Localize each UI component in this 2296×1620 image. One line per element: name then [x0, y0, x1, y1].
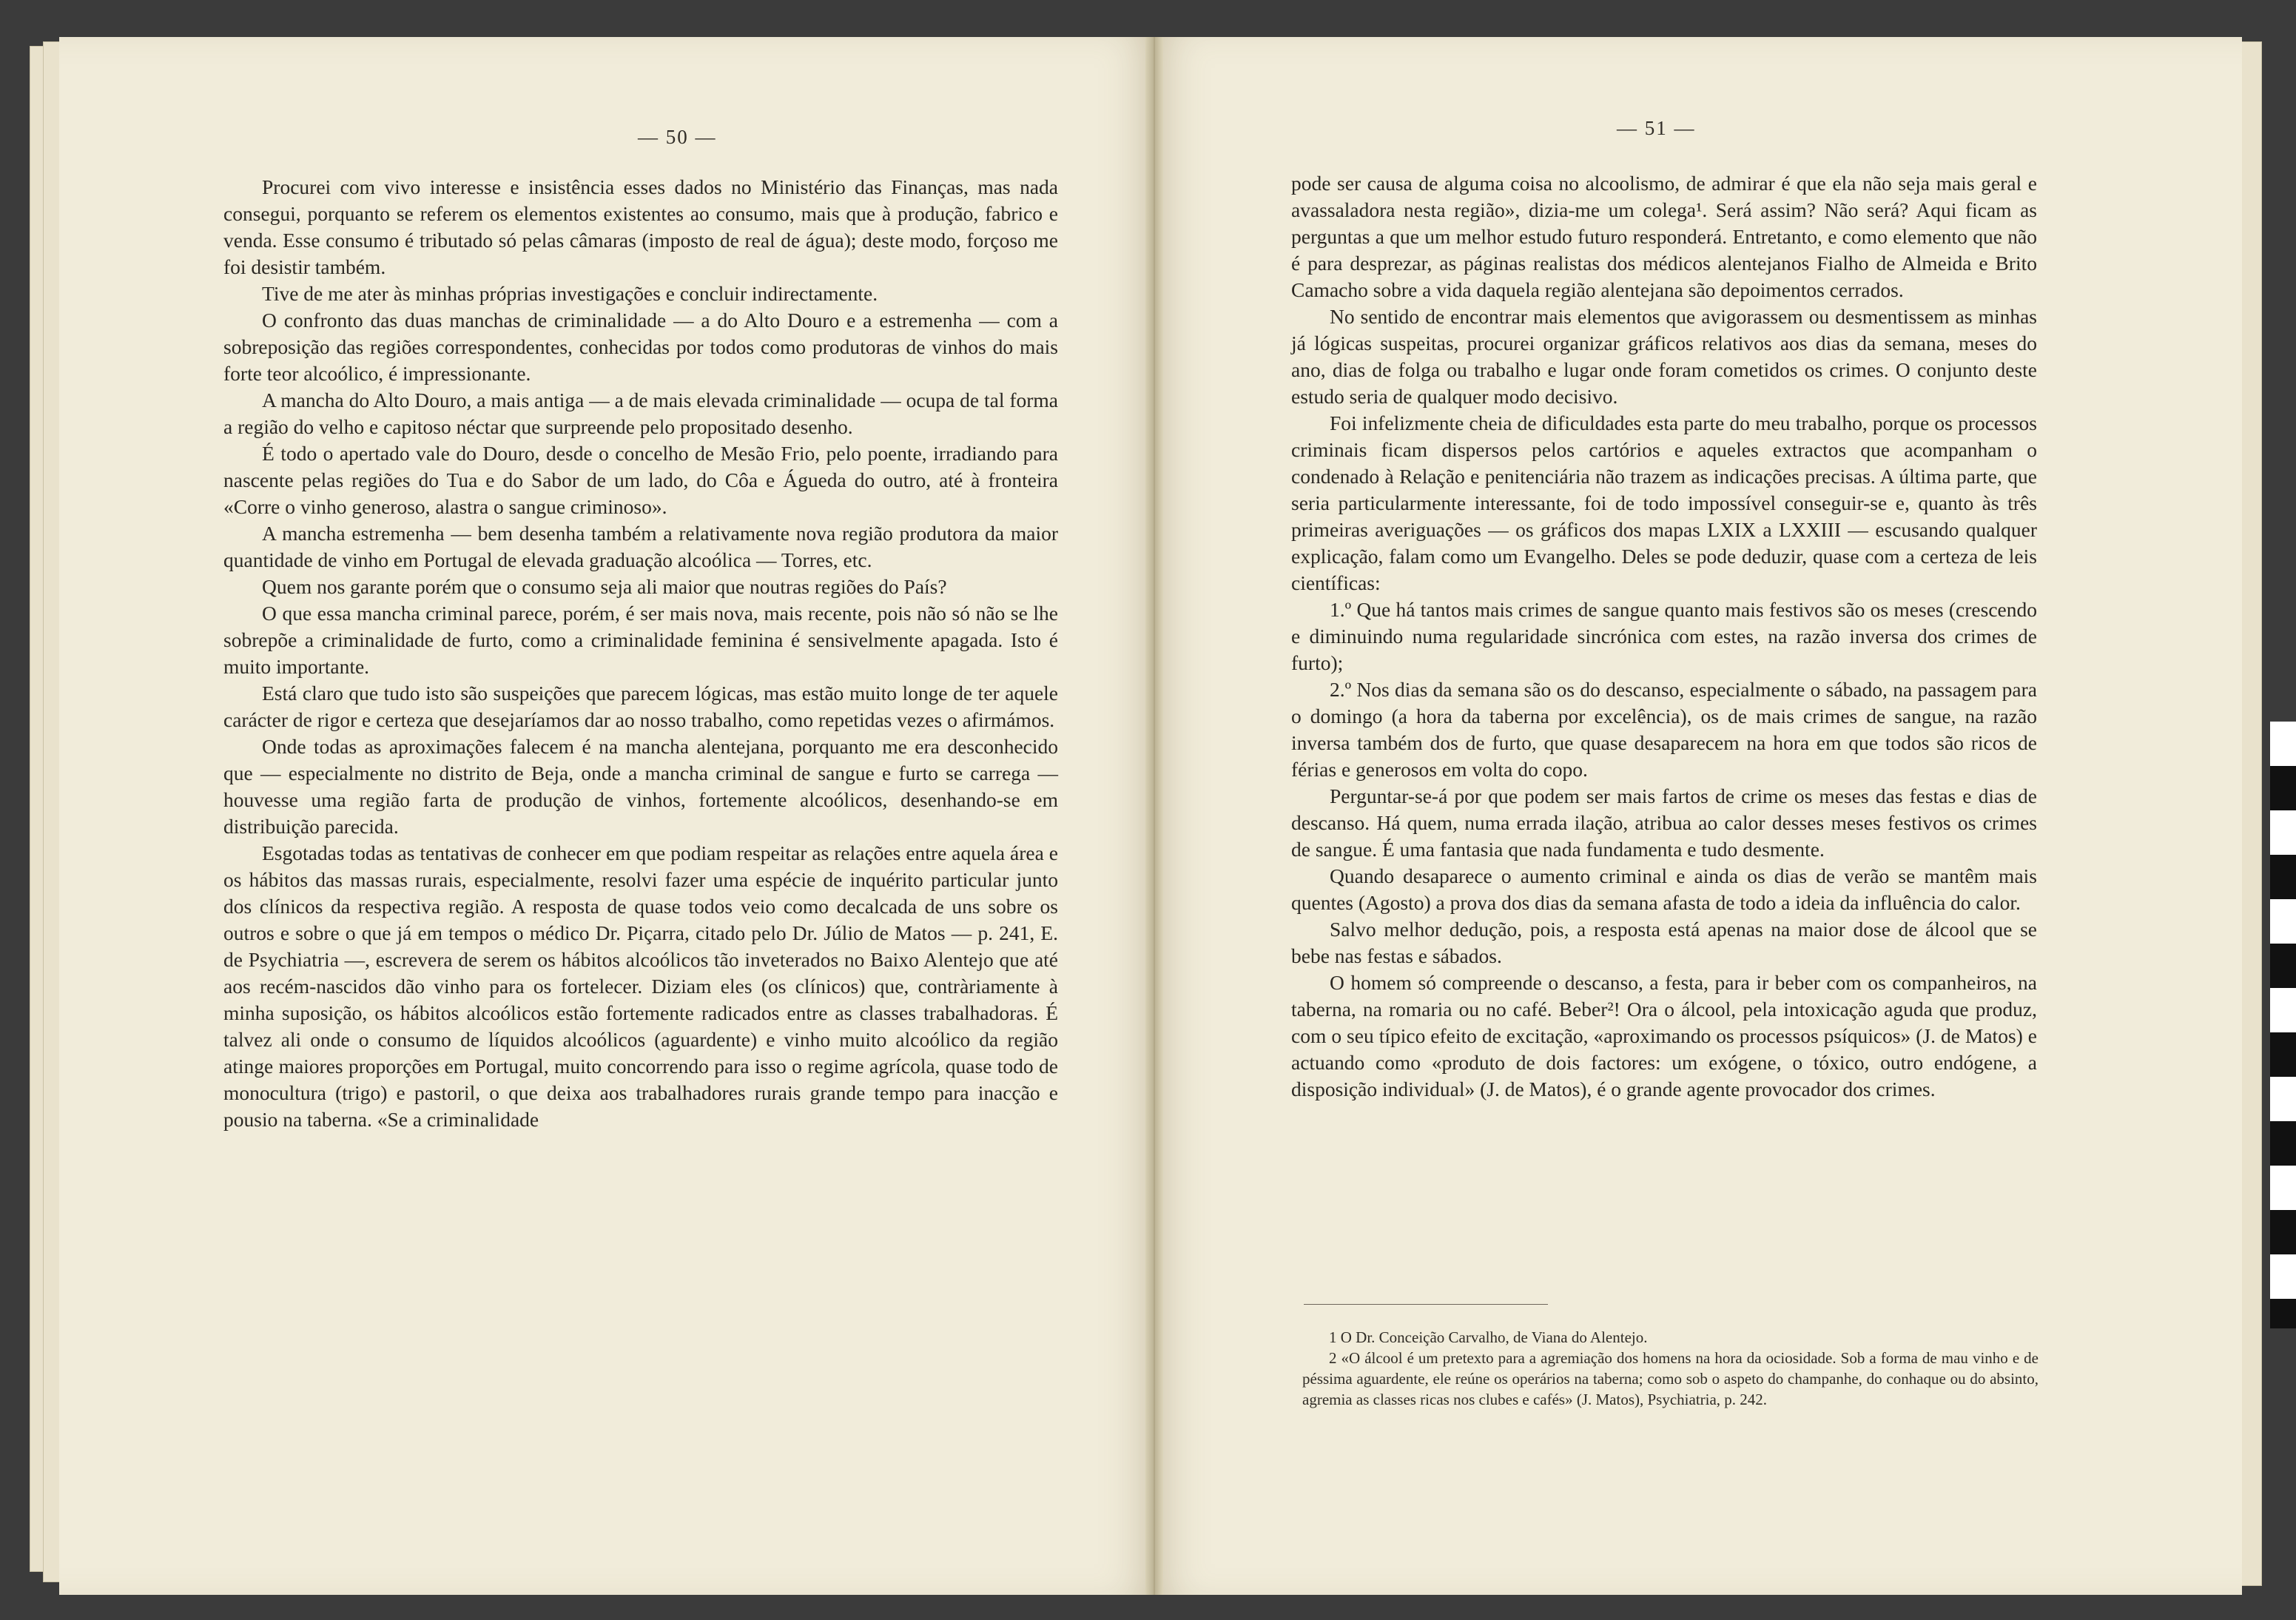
paragraph: Está claro que tudo isto são suspeições que parecem lógicas, mas estão muito longe de ter aquele carácter de rigor e certeza que desejaríamos dar ao nosso trabalho, como repetidas vezes o afirmámos.: [223, 682, 1058, 731]
paragraph: O homem só compreende o descanso, a festa, para ir beber com os companheiros, na taberna, na romaria ou no café. Beber²! Ora o álcool, pela intoxicação aguda que produz, com o seu típico efeito de excitação, «aproximando os processos psíquicos» (J. de Matos) e actuando como «produto de dois factores: um exógene, o tóxico, outro endógene, a disposição individual» (J. de Matos), é o grande agente provocador dos crimes.: [1291, 971, 2037, 1100]
paragraph: No sentido de encontrar mais elementos que avigorassem ou desmentissem as minhas já lógicas suspeitas, procurei organizar gráficos relativos aos dias da semana, meses do ano, dias de folga ou trabalho e lugar onde foram cometidos os crimes. O conjunto deste estudo seria de qualquer modo decisivo.: [1291, 305, 2037, 408]
paragraph: Quando desaparece o aumento criminal e ainda os dias de verão se mantêm mais quentes (Agosto) a prova dos dias da semana afasta de todo a ideia da influência do calor.: [1291, 864, 2037, 914]
paragraph: Tive de me ater às minhas próprias investigações e concluir indirectamente.: [262, 282, 878, 305]
left-page-number: — 50 —: [638, 126, 717, 148]
paragraph: 2.º Nos dias da semana são os do descanso, especialmente o sábado, na passagem para o domingo (a hora da taberna por excelência), os de mais crimes de sangue, na razão inversa também dos de furto, que quase desaparecem na hora em que todos são ricos de férias e generosos em volta do copo.: [1291, 678, 2037, 781]
paragraph: O confronto das duas manchas de criminalidade — a do Alto Douro e a estremenha — com a sobreposição das regiões correspondentes, conhecidas por todos como produtoras de vinhos do mais forte teor alcoólico, é impressionante.: [223, 309, 1058, 385]
paragraph: A mancha do Alto Douro, a mais antiga — a de mais elevada criminalidade — ocupa de tal forma a região do velho e capitoso néctar que surpreende pelo propositado desenho.: [223, 389, 1058, 438]
footnote: 1 O Dr. Conceição Carvalho, de Viana do Alentejo.: [1329, 1328, 1648, 1346]
book-gutter: [1145, 37, 1163, 1595]
paragraph: Foi infelizmente cheia de dificuldades esta parte do meu trabalho, porque os processos criminais ficam dispersos pelos cartórios e aqueles extractos que acompanham o condenado à Relação e penitenciária não trazem as indicações precisas. A última parte, que seria particularmente interessante, foi de todo impossível conseguir-se e, quanto às três primeiras averiguações — os gráficos dos mapas LXIX a LXXIII — escusando qualquer explicação, falam como um Evangelho. Deles se pode deduzir, quase com a certeza de leis científicas:: [1291, 411, 2037, 594]
paragraph: Quem nos garante porém que o consumo seja ali maior que noutras regiões do País?: [262, 575, 947, 598]
paragraph: O que essa mancha criminal parece, porém, é ser mais nova, mais recente, pois não só não se lhe sobrepõe a criminalidade de furto, como a criminalidade feminina é sensivelmente apagada. Isto é muito importante.: [223, 602, 1058, 678]
footnotes: [1302, 1327, 2039, 1410]
paragraph: Esgotadas todas as tentativas de conhecer em que podiam respeitar as relações entre aquela área e os hábitos das massas rurais, especialmente, resolvi fazer uma espécie de inquérito particular junto dos clínicos da respectiva região. A resposta de quase todos veio como decalcada de uns sobre os outros e sobre o que já em tempos o médico Dr. Piçarra, citado pelo Dr. Júlio de Matos — p. 241, E. de Psychiatria —, escrevera de serem os hábitos alcoólicos tão inveterados no Baixo Alentejo que até aos recém-nascidos dão vinho para os fortelecer. Diziam eles (os clínicos) que, contràriamente à minha suposição, os hábitos alcoólicos estão fortemente radicados entre as classes trabalhadoras. É talvez ali onde o consumo de líquidos alcoólicos (aguardente) e vinho muito alcoólico da região atinge maiores proporções em Portugal, muito concorrendo para isso o regime agrícola, quase todo de monocultura (trigo) e pastoril, o que deixa aos trabalhadores rurais grande tempo para inacção e pousio na taberna. «Se a criminalidade: [223, 841, 1058, 1131]
footnote: 2 «O álcool é um pretexto para a agremiação dos homens na hora da ociosidade. Sob a forma de mau vinho e de péssima aguardente, ele reúne os operários na taberna; como sob o aspeto do champanhe, do conhaque ou do absinto, agremia as classes ricas nos clubes e cafés» (J. Matos), Psychiatria, p. 242.: [1302, 1349, 2039, 1408]
footnote-rule: [1304, 1304, 1548, 1305]
scale-ruler: [2270, 722, 2296, 1328]
paragraph: 1.º Que há tantos mais crimes de sangue quanto mais festivos são os meses (crescendo e diminuindo numa regularidade sincrónica com estes, na razão inversa dos crimes de furto);: [1291, 598, 2037, 674]
right-page-number: — 51 —: [1617, 117, 1696, 139]
paragraph: Onde todas as aproximações falecem é na mancha alentejana, porquanto me era desconhecido que — especialmente no distrito de Beja, onde a mancha criminal de sangue e furto se carrega — houvesse uma região farta de produção de vinhos, fortemente alcoólicos, desenhando-se em distribuição parecida.: [223, 735, 1058, 838]
paragraph: A mancha estremenha — bem desenha também a relativamente nova região produtora da maior quantidade de vinho em Portugal de elevada graduação alcoólica — Torres, etc.: [223, 522, 1058, 571]
paragraph: É todo o apertado vale do Douro, desde o concelho de Mesão Frio, pelo poente, irradiando para nascente pelas regiões do Tua e do Sabor de um lado, do Côa e Águeda do outro, até à fronteira «Corre o vinho generoso, alastra o sangue criminoso».: [223, 442, 1058, 518]
paragraph: Procurei com vivo interesse e insistência esses dados no Ministério das Finanças, mas nada consegui, porquanto se referem os elementos existentes ao consumo, mais que à produção, fabrico e venda. Esse consumo é tributado só pelas câmaras (imposto de real de água); deste modo, forçoso me foi desistir também.: [223, 175, 1058, 278]
paragraph: pode ser causa de alguma coisa no alcoolismo, de admirar é que ela não seja mais geral e avassaladora nesta região», dizia-me um colega¹. Será assim? Não será? Aqui ficam as perguntas a que um melhor estudo futuro responderá. Entretanto, e como elemento que não é para desprezar, as páginas realistas dos médicos alentejanos Fialho de Almeida e Brito Camacho sobre a vida daquela região alentejana são depoimentos cerrados.: [1291, 172, 2037, 301]
left-page-body: [223, 174, 1058, 1133]
paragraph: Salvo melhor dedução, pois, a resposta está apenas na maior dose de álcool que se bebe nas festas e sábados.: [1291, 918, 2037, 967]
right-page-body: [1291, 170, 2037, 1103]
paragraph: Perguntar-se-á por que podem ser mais fartos de crime os meses das festas e dias de descanso. Há quem, numa errada ilação, atribua ao calor desses meses festivos os crimes de sangue. É uma fantasia que nada fundamenta e tudo desmente.: [1291, 784, 2037, 861]
